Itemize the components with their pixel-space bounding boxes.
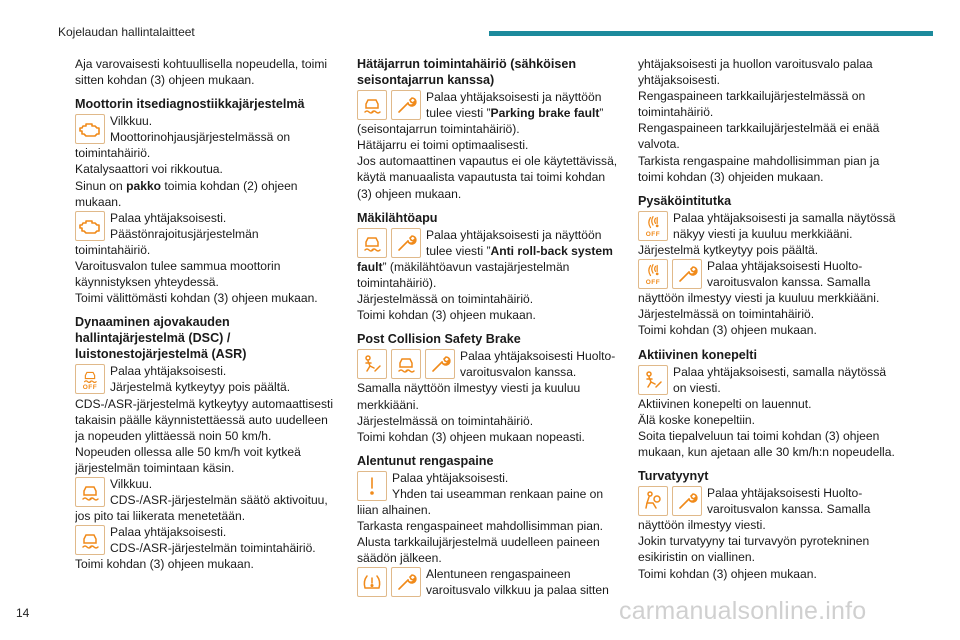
section-title-dsc: Dynaaminen ajovakauden hallintajärjestelmä (DSC) / luistonestojärjestelmä (ASR): [75, 315, 247, 362]
hill-entry: [357, 227, 619, 324]
entry-text: Vilkkuu.: [110, 476, 153, 491]
entry-text: Päästönrajoitusjärjestelmän toimintahäiriö.: [75, 226, 259, 257]
entry-text: Jos automaattinen vapautus ei ole käytettävissä, käytä manuaalista vapautusta tai toimi kohdan (3) ohjeen mukaan.: [357, 154, 618, 201]
entry-text: Hätäjarru ei toimi optimaalisesti.: [357, 138, 529, 153]
entry-text: Tarkista rengaspaine mahdollisimman pian ja toimi kohdan (3) ohjeiden mukaan.: [638, 153, 880, 184]
pedestrian-icon: [638, 365, 668, 395]
section-title-engine: Moottorin itsediagnostiikkajärjestelmä: [75, 97, 305, 112]
running-header: Kojelaudan hallintalaitteet: [58, 25, 195, 39]
tyre-entry-flashing: [357, 566, 619, 598]
column-1: [75, 56, 337, 573]
section-title-pcsb: Post Collision Safety Brake: [357, 332, 521, 347]
airbag-entry: [638, 485, 900, 582]
entry-text: Järjestelmä kytkeytyy pois päältä.: [110, 380, 291, 395]
airbag-icon: [638, 486, 668, 516]
bonnet-entry: [638, 364, 900, 461]
hill-assist-icon: [357, 228, 387, 258]
entry-text: Palaa yhtäjaksoisesti, samalla näytössä on viesti.: [673, 364, 887, 395]
entry-text: Alusta tarkkailujärjestelmä uudelleen paineen säädön jälkeen.: [357, 535, 600, 566]
entry-text: Toimi kohdan (3) ohjeen mukaan.: [638, 566, 817, 581]
epb-entry: [357, 89, 619, 202]
skid-icon: [391, 349, 421, 379]
wrench-icon: [391, 90, 421, 120]
section-title-epb: Hätäjarrun toimintahäiriö (sähköisen seisontajarrun kanssa): [357, 57, 577, 87]
entry-text: Palaa yhtäjaksoisesti ja samalla näytössä näkyy viesti ja kuuluu merkkiääni.: [673, 210, 896, 241]
dsc-entry-off: [75, 363, 337, 476]
warning-icon: [357, 471, 387, 501]
entry-text: Nopeuden ollessa alle 50 km/h voit kytkeä järjestelmän toimintaan käsin.: [75, 444, 301, 475]
section-title-tyre: Alentunut rengaspaine: [357, 453, 494, 468]
page-number: 14: [16, 606, 30, 620]
section-title-hill: Mäkilähtöapu: [357, 210, 438, 225]
pedestrian-icon: [357, 349, 387, 379]
entry-text: Jokin turvatyyny tai turvavyön pyrotekninen esikiristin on viallinen.: [638, 534, 870, 565]
entry-text: Yhden tai useamman renkaan paine on liian alhainen.: [357, 486, 604, 517]
entry-text: Sinun on pakko toimia kohdan (2) ohjeen mukaan.: [75, 178, 298, 209]
entry-text: Palaa yhtäjaksoisesti Huolto-varoitusvalon kanssa. Samalla näyttöön ilmestyy viesti.: [638, 486, 871, 533]
parking-entry-off: [638, 210, 900, 258]
tyre-entry-steady: [357, 470, 619, 567]
entry-text: Palaa yhtäjaksoisesti.: [110, 364, 227, 379]
entry-text: Toimi kohdan (3) ohjeen mukaan.: [75, 557, 254, 572]
tyre-pressure-icon: [357, 567, 387, 597]
entry-text: Palaa yhtäjaksoisesti Huolto-varoitusvalon kanssa. Samalla näyttöön ilmestyy viesti ja kuuluu merkkiääni.: [638, 259, 880, 306]
parking-entry-fault: [638, 258, 900, 338]
skid-icon: [75, 525, 105, 555]
engine-icon: [75, 114, 105, 144]
section-title-bonnet: Aktiivinen konepelti: [638, 347, 757, 362]
header-accent-bar: [489, 31, 933, 36]
skid-icon: [75, 477, 105, 507]
entry-text: Järjestelmässä on toimintahäiriö.: [357, 292, 534, 307]
entry-text: CDS-/ASR-järjestelmän säätö aktivoituu, jos pito tai liikerata menetetään.: [75, 493, 328, 524]
entry-text: Palaa yhtäjaksoisesti Huolto-varoitusvalon kanssa. Samalla näyttöön ilmestyy viesti ja kuuluu merkkiääni.: [357, 349, 616, 412]
dsc-entry-fault: [75, 524, 337, 572]
entry-text: Toimi kohdan (3) ohjeen mukaan.: [357, 308, 536, 323]
skid-off-icon: OFF: [75, 364, 105, 394]
entry-text: Palaa yhtäjaksoisesti ja näyttöön tulee viesti ”Anti roll-back system fault” (mäkilähtöavun vastajärjestelmän toimintahäiriö).: [357, 227, 613, 290]
entry-text: Katalysaattori voi rikkoutua.: [75, 162, 223, 177]
entry-text: CDS-/ASR-järjestelmä kytkeytyy automaattisesti takaisin päälle käynnistettäessä auto uudelleen ja nopeuden ylittäessä noin 50 km/h.: [75, 396, 334, 443]
entry-text: CDS-/ASR-järjestelmän toimintahäiriö.: [110, 541, 316, 556]
entry-text: Palaa yhtäjaksoisesti.: [110, 525, 227, 540]
intro-text: Aja varovaisesti kohtuullisella nopeudella, toimi sitten kohdan (3) ohjeen mukaan.: [75, 57, 328, 88]
parking-sensor-off-icon: OFF: [638, 211, 668, 241]
wrench-icon: [425, 349, 455, 379]
wrench-icon: [672, 486, 702, 516]
entry-text: Moottorinohjausjärjestelmässä on toimintahäiriö.: [75, 130, 291, 161]
column-2: [357, 56, 619, 599]
parking-sensor-off-icon: OFF: [638, 259, 668, 289]
entry-text: Palaa yhtäjaksoisesti.: [110, 210, 227, 225]
column-3: [638, 56, 900, 582]
entry-text: Toimi kohdan (3) ohjeen mukaan.: [638, 323, 817, 338]
entry-text: Rengaspaineen tarkkailujärjestelmässä on toimintahäiriö.: [638, 89, 866, 120]
entry-text: Soita tiepalveluun tai toimi kohdan (3) ohjeen mukaan, kun ajetaan alle 30 km/h:n nopeudella.: [638, 428, 895, 459]
entry-text: Palaa yhtäjaksoisesti.: [392, 470, 509, 485]
entry-text: Varoitusvalon tulee sammua moottorin käynnistyksen yhteydessä.: [75, 259, 281, 290]
entry-text: Järjestelmä kytkeytyy pois päältä.: [638, 242, 819, 257]
engine-entry-steady: [75, 210, 337, 307]
entry-text: Palaa yhtäjaksoisesti ja näyttöön tulee viesti ”Parking brake fault” (seisontajarrun toimintahäiriö).: [357, 90, 604, 137]
wrench-icon: [672, 259, 702, 289]
brake-fault-icon: [357, 90, 387, 120]
section-title-parking: Pysäköintitutka: [638, 193, 732, 208]
section-title-airbag: Turvatyynyt: [638, 469, 709, 484]
entry-text: Älä koske konepeltiin.: [638, 412, 755, 427]
wrench-icon: [391, 228, 421, 258]
entry-text: Alentuneen rengaspaineen varoitusvalo vilkkuu ja palaa sitten: [426, 567, 609, 598]
entry-text: Tarkasta rengaspaineet mahdollisimman pian.: [357, 519, 604, 534]
entry-text: Toimi kohdan (3) ohjeen mukaan nopeasti.: [357, 429, 585, 444]
entry-text: Järjestelmässä on toimintahäiriö.: [638, 307, 815, 322]
entry-text: Rengaspaineen tarkkailujärjestelmää ei enää valvota.: [638, 121, 880, 152]
entry-text: Toimi välittömästi kohdan (3) ohjeen mukaan.: [75, 291, 318, 306]
entry-text: Aktiivinen konepelti on lauennut.: [638, 396, 812, 411]
engine-entry-flashing: [75, 113, 337, 210]
entry-text: Vilkkuu.: [110, 114, 153, 129]
entry-text: Järjestelmässä on toimintahäiriö.: [357, 413, 534, 428]
entry-text: yhtäjaksoisesti ja huollon varoitusvalo palaa yhtäjaksoisesti.: [638, 57, 873, 88]
engine-icon: [75, 211, 105, 241]
watermark: carmanualsonline.info: [619, 597, 867, 625]
dsc-entry-flashing: [75, 476, 337, 524]
pcsb-entry: [357, 348, 619, 445]
wrench-icon: [391, 567, 421, 597]
